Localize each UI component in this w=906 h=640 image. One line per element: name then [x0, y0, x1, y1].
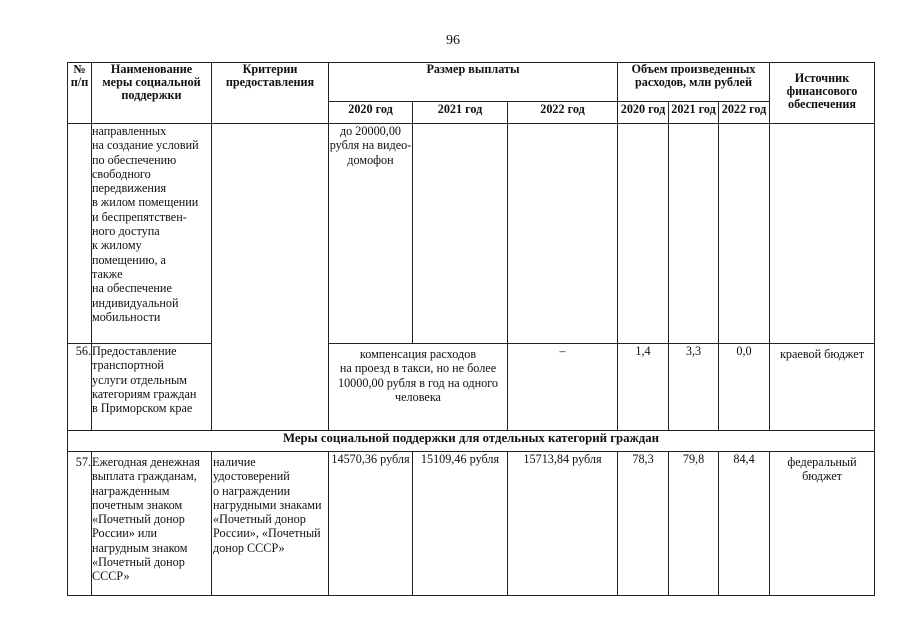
row-57-payment-2022: 15713,84 рубля	[508, 452, 618, 596]
header-expense-2021: 2021 год	[669, 102, 719, 124]
social-support-table	[67, 62, 875, 596]
row-continuation-payment-2020: до 20000,00 рубля на видео- домофон	[329, 124, 413, 344]
row-56-expense-2021: 3,3	[669, 344, 719, 431]
row-continuation-name: направленных на создание условий по обеспечению свободного передвижения в жилом помещении и беспрепятствен- ного доступа к жилому помещению, а также на обеспечение индивидуальной мобильности	[92, 124, 212, 344]
header-payment-2022: 2022 год	[508, 102, 618, 124]
section-row	[68, 431, 875, 452]
row-57-expense-2020: 78,3	[618, 452, 669, 596]
row-57-source: федеральный бюджет	[770, 452, 875, 596]
row-56-payment-2022: –	[508, 344, 618, 431]
header-payment-2021: 2021 год	[413, 102, 508, 124]
row-56-expense-2020: 1,4	[618, 344, 669, 431]
row-continuation-num	[68, 124, 92, 344]
row-continuation-expense-2022	[719, 124, 770, 344]
row-continuation-payment-2022	[508, 124, 618, 344]
row-56-expense-2022: 0,0	[719, 344, 770, 431]
row-56-name: Предоставление транспортной услуги отдельным категориям граждан в Приморском крае	[92, 344, 212, 431]
row-continuation-expense-2021	[669, 124, 719, 344]
header-row-top	[68, 63, 875, 102]
table-row	[68, 452, 875, 596]
row-continuation-payment-2021	[413, 124, 508, 344]
header-num: № п/п	[68, 63, 92, 124]
row-56-source: краевой бюджет	[770, 344, 875, 431]
row-56-payment: компенсация расходов на проезд в такси, но не более 10000,00 рубля в год на одного человека	[329, 344, 508, 431]
row-57-payment-2020: 14570,36 рубля	[329, 452, 413, 596]
section-title: Меры социальной поддержки для отдельных категорий граждан	[68, 431, 875, 452]
header-expense-2020: 2020 год	[618, 102, 669, 124]
header-source: Источник финансового обеспечения	[770, 63, 875, 124]
header-expenses: Объем произведенных расходов, млн рублей	[618, 63, 770, 102]
table-row	[68, 344, 875, 431]
page-number: 96	[446, 33, 460, 48]
row-57-expense-2022: 84,4	[719, 452, 770, 596]
row-57-num: 57.	[68, 452, 92, 596]
row-57-criteria: наличие удостоверений о награждении нагрудными знаками «Почетный донор России», «Почетный донор СССР»	[212, 452, 329, 596]
row-continuation-expense-2020	[618, 124, 669, 344]
row-continuation-source	[770, 124, 875, 344]
row-57-payment-2021: 15109,46 рубля	[413, 452, 508, 596]
header-payment: Размер выплаты	[329, 63, 618, 102]
table-row	[68, 124, 875, 344]
row-57-name: Ежегодная денежная выплата гражданам, награжденным почетным знаком «Почетный донор России» или нагрудным знаком «Почетный донор СССР»	[92, 452, 212, 596]
header-name: Наименование меры социальной поддержки	[92, 63, 212, 124]
header-expense-2022: 2022 год	[719, 102, 770, 124]
header-payment-2020: 2020 год	[329, 102, 413, 124]
row-continuation-criteria	[212, 124, 329, 431]
header-criteria: Критерии предоставления	[212, 63, 329, 124]
row-57-expense-2021: 79,8	[669, 452, 719, 596]
row-56-num: 56.	[68, 344, 92, 431]
